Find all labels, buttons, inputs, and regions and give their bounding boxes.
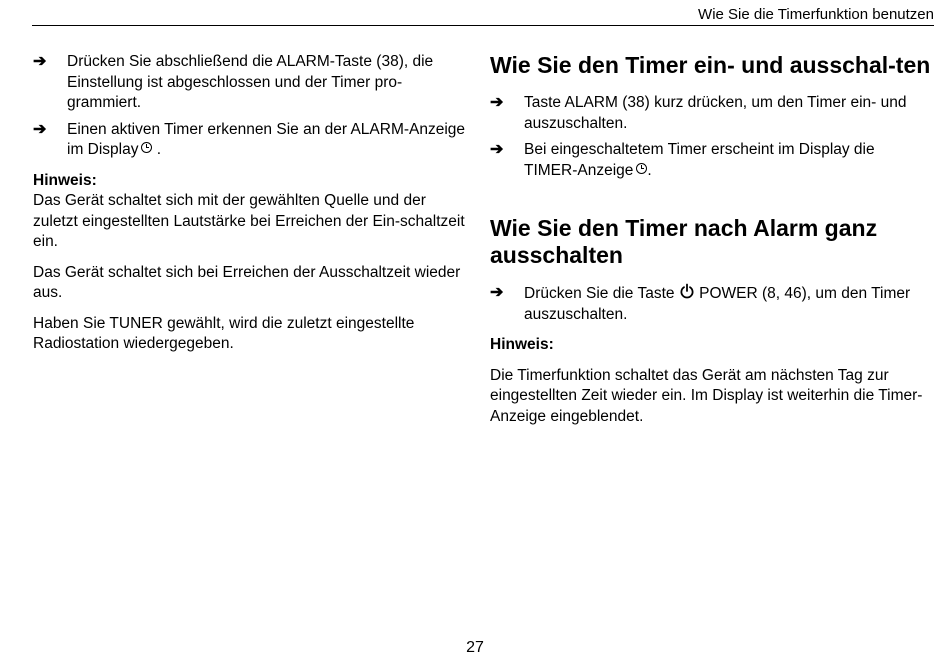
bullet-item: [490, 283, 932, 325]
section-heading: Wie Sie den Timer nach Alarm ganz ausschalten: [490, 215, 878, 268]
bullet-text-part: .: [647, 161, 652, 179]
arrow-icon: ➔: [490, 141, 504, 158]
bullet-text: [67, 120, 473, 161]
bullet-text: Drücken Sie abschließend die ALARM-Taste (38), die Einstellung ist abgeschlossen und der Timer pro-grammiert.: [67, 53, 434, 111]
arrow-icon: ➔: [33, 53, 47, 70]
bullet-text-part: Bei eingeschaltetem Timer erscheint im Display die TIMER-Anzeige: [524, 141, 875, 179]
clock-icon: [141, 142, 152, 153]
bullet-item: [490, 93, 932, 134]
left-column: [33, 52, 473, 365]
page-number: 27: [466, 639, 484, 656]
bullet-item: [490, 140, 932, 181]
note-heading: Hinweis:: [33, 171, 97, 189]
bullet-text: [524, 283, 932, 325]
note-heading: Hinweis:: [490, 336, 554, 353]
page-header: [32, 4, 934, 26]
bullet-text-part: Drücken Sie die Taste: [524, 285, 679, 302]
bullet-text: Taste ALARM (38) kurz drücken, um den Timer ein- und auszuschalten.: [524, 94, 907, 132]
arrow-icon: ➔: [33, 120, 47, 138]
bullet-item: [33, 52, 473, 114]
note-paragraph: Haben Sie TUNER gewählt, wird die zuletzt eingestellte Radiostation wiedergegeben.: [33, 314, 415, 352]
bullet-text-part: .: [152, 141, 162, 158]
note-paragraph: Das Gerät schaltet sich mit der gewählten Quelle und der zuletzt eingestellten Lautstärke bei Erreichen der Ein-schaltzeit ein.: [33, 192, 465, 250]
note-paragraph: Die Timerfunktion schaltet das Gerät am nächsten Tag zur eingestellten Zeit wieder ein. Im Display ist weiterhin die Timer-Anzeige eingeblendet.: [490, 366, 923, 425]
section-heading: Wie Sie den Timer ein- und ausschal-ten: [490, 52, 931, 78]
power-icon: [679, 283, 695, 299]
arrow-icon: ➔: [490, 284, 504, 301]
arrow-icon: ➔: [490, 94, 504, 111]
clock-icon: [636, 163, 647, 174]
header-title: Wie Sie die Timerfunktion benutzen: [698, 6, 934, 23]
bullet-text: [524, 140, 932, 181]
bullet-text-part: POWER (8, 46), um den Timer auszuschalten.: [524, 285, 911, 323]
right-column: [490, 52, 932, 437]
bullet-item: [33, 120, 473, 161]
bullet-text-part: Einen aktiven Timer erkennen Sie an der ALARM-Anzeige im Display: [67, 120, 466, 158]
note-paragraph: Das Gerät schaltet sich bei Erreichen der Ausschaltzeit wieder aus.: [33, 263, 461, 301]
